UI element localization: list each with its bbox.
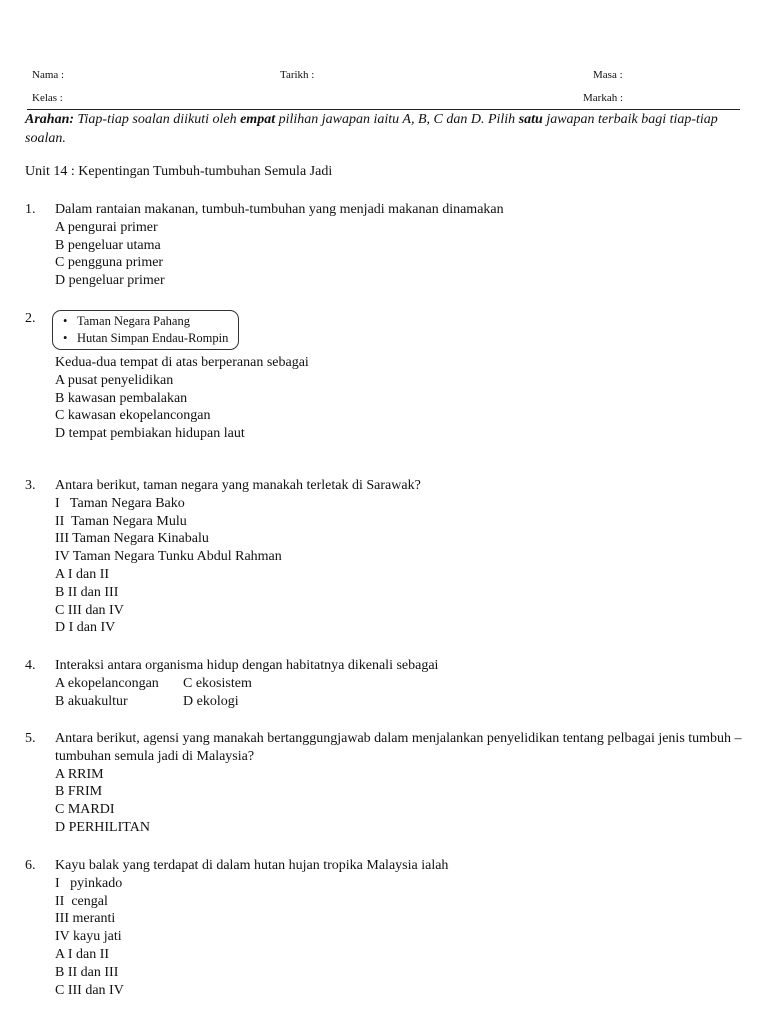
question-number: 5. bbox=[25, 731, 36, 746]
question-2 bbox=[25, 310, 745, 443]
question-stem: Kedua-dua tempat di atas berperanan sebagai bbox=[55, 355, 309, 370]
box-item-text: Taman Negara Pahang bbox=[77, 314, 190, 328]
marks-label: Markah : bbox=[583, 92, 624, 104]
option-c: C III dan IV bbox=[55, 602, 124, 618]
option-a: A pengurai primer bbox=[55, 219, 158, 235]
instructions-text-2: pilihan jawapan iaitu A, B, C dan D. Pilih bbox=[275, 112, 519, 127]
option-c: C ekosistem bbox=[183, 675, 252, 691]
time-label: Masa : bbox=[593, 69, 623, 81]
statement-i: I pyinkado bbox=[55, 875, 123, 891]
question-number: 4. bbox=[25, 658, 36, 673]
option-d: D tempat pembiakan hidupan laut bbox=[55, 426, 245, 442]
question-number: 1. bbox=[25, 202, 36, 217]
statement-i: I Taman Negara Bako bbox=[55, 495, 185, 511]
question-stem: Interaksi antara organisma hidup dengan habitatnya dikenali sebagai bbox=[55, 658, 439, 673]
question-number: 2. bbox=[25, 311, 36, 326]
places-box bbox=[52, 310, 239, 350]
statement-ii: II cengal bbox=[55, 893, 108, 909]
question-number: 3. bbox=[25, 478, 36, 493]
option-a: A ekopelancongan bbox=[55, 675, 159, 691]
option-b: B pengeluar utama bbox=[55, 237, 161, 253]
question-stem: Antara berikut, taman negara yang manakah terletak di Sarawak? bbox=[55, 478, 421, 493]
question-1 bbox=[25, 201, 745, 290]
question-stem: Antara berikut, agensi yang manakah bertanggungjawab dalam menjalankan penyelidikan tentang pelbagai jenis tumbuh – tumbuhan semula jadi di Malaysia? bbox=[55, 731, 742, 764]
option-a: A I dan II bbox=[55, 946, 110, 962]
option-a: A I dan II bbox=[55, 566, 110, 582]
instructions-text-3: jawapan terbaik bagi tiap-tiap soalan. bbox=[25, 112, 718, 146]
option-b: B II dan III bbox=[55, 964, 119, 980]
question-4 bbox=[25, 657, 745, 710]
option-b: B II dan III bbox=[55, 584, 119, 600]
option-c: C pengguna primer bbox=[55, 255, 164, 271]
unit-title: Unit 14 : Kepentingan Tumbuh-tumbuhan Semula Jadi bbox=[25, 164, 333, 179]
option-c: C III dan IV bbox=[55, 982, 124, 998]
date-label: Tarikh : bbox=[280, 69, 315, 81]
option-d: D I dan IV bbox=[55, 620, 116, 636]
statement-iii: III Taman Negara Kinabalu bbox=[55, 531, 209, 547]
option-d: D pengeluar primer bbox=[55, 273, 165, 289]
question-stem: Kayu balak yang terdapat di dalam hutan hujan tropika Malaysia ialah bbox=[55, 858, 449, 873]
instructions-text-1: Tiap-tiap soalan diikuti oleh bbox=[74, 112, 241, 127]
question-number: 6. bbox=[25, 858, 36, 873]
option-d: D PERHILITAN bbox=[55, 819, 150, 835]
instructions-bold-1: empat bbox=[240, 112, 276, 127]
option-b: B FRIM bbox=[55, 784, 103, 800]
instructions bbox=[25, 110, 745, 148]
question-stem: Dalam rantaian makanan, tumbuh-tumbuhan yang menjadi makanan dinamakan bbox=[55, 202, 504, 217]
question-3 bbox=[25, 477, 745, 637]
option-a: A pusat penyelidikan bbox=[55, 372, 174, 388]
box-item bbox=[63, 330, 228, 347]
question-6 bbox=[25, 857, 745, 999]
option-c: C kawasan ekopelancongan bbox=[55, 408, 211, 424]
option-b: B kawasan pembalakan bbox=[55, 390, 188, 406]
statement-iv: IV kayu jati bbox=[55, 929, 122, 945]
box-item bbox=[63, 313, 228, 330]
instructions-prefix: Arahan: bbox=[25, 112, 75, 127]
option-a: A RRIM bbox=[55, 766, 104, 782]
instructions-bold-2: satu bbox=[518, 112, 543, 127]
bullet-icon: • bbox=[63, 331, 68, 345]
option-b: B akuakultur bbox=[55, 693, 128, 709]
name-label: Nama : bbox=[32, 69, 65, 81]
bullet-icon: • bbox=[63, 314, 68, 328]
box-item-text: Hutan Simpan Endau-Rompin bbox=[77, 331, 229, 345]
class-label: Kelas : bbox=[32, 92, 63, 104]
statement-ii: II Taman Negara Mulu bbox=[55, 513, 187, 529]
statement-iv: IV Taman Negara Tunku Abdul Rahman bbox=[55, 549, 282, 565]
statement-iii: III meranti bbox=[55, 911, 116, 927]
option-c: C MARDI bbox=[55, 802, 115, 818]
option-d: D ekologi bbox=[183, 693, 239, 709]
question-5 bbox=[25, 730, 745, 837]
